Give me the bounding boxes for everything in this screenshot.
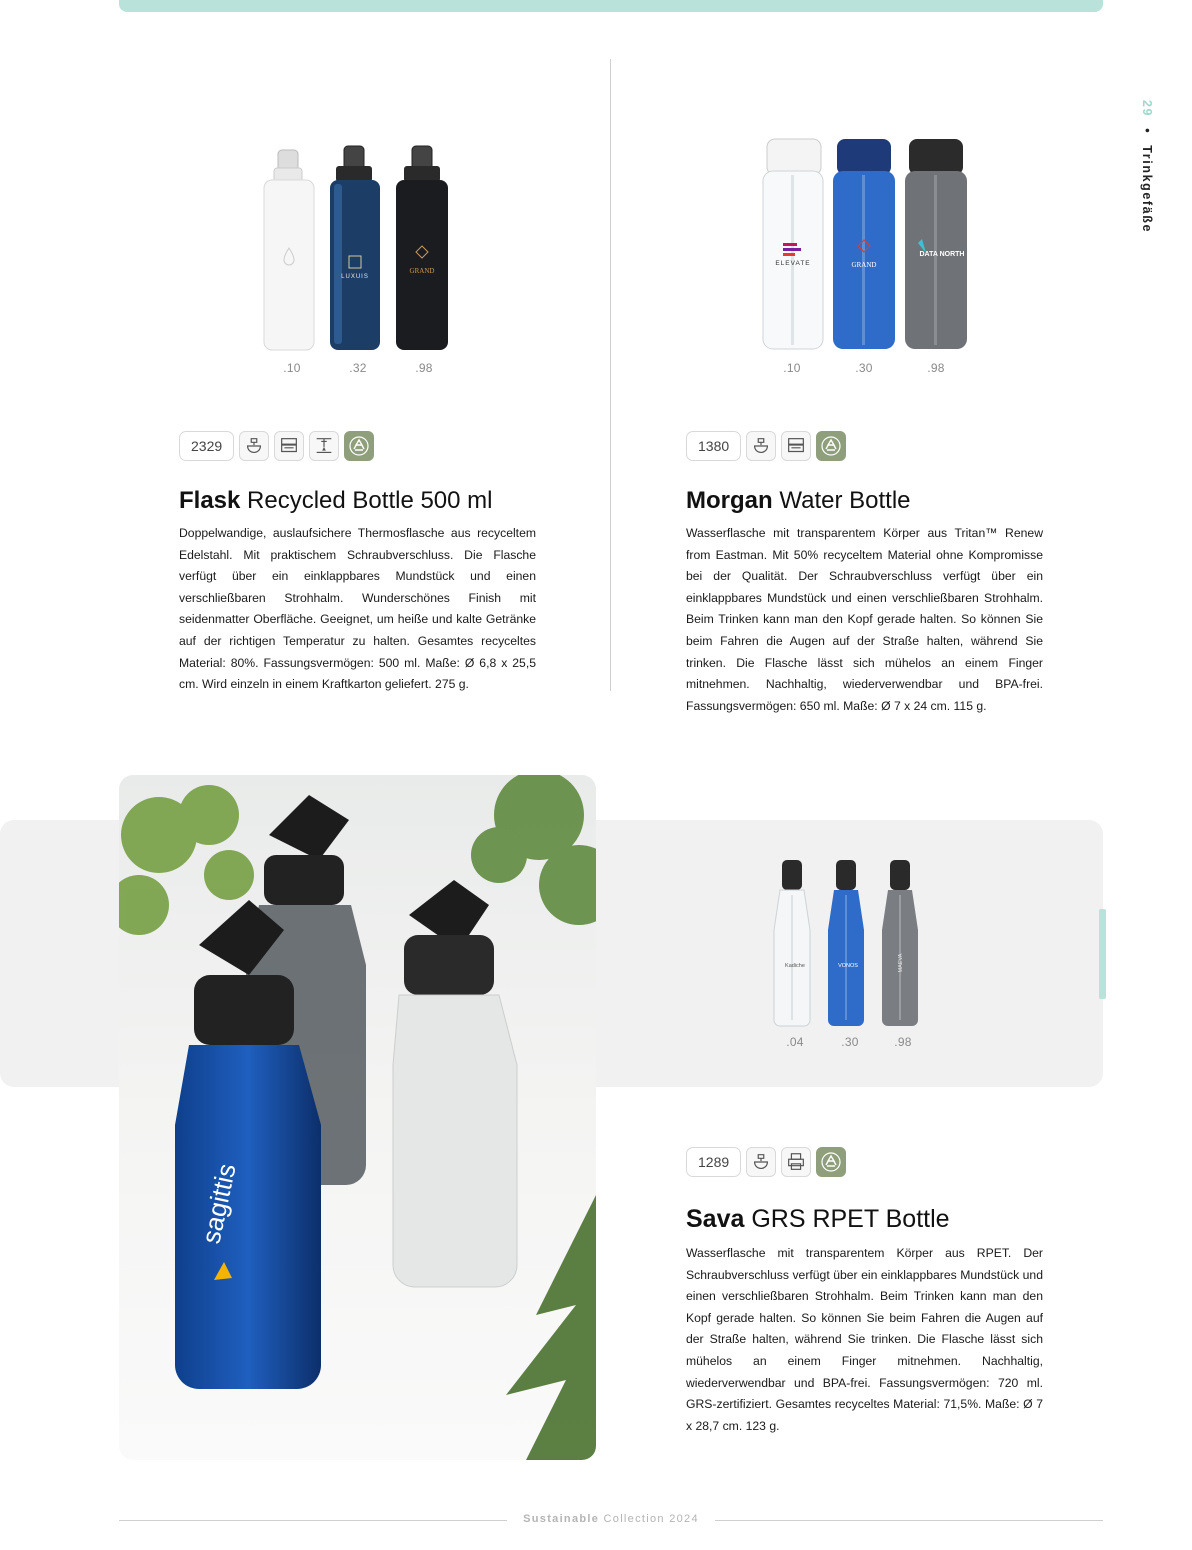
item-code: 1380	[686, 431, 741, 461]
section-title: Trinkgefäße	[1140, 145, 1154, 234]
morgan-product-image	[755, 135, 975, 355]
morgan-clear-logo: ELEVATE	[775, 260, 811, 267]
flask-bottle-black	[396, 146, 448, 350]
morgan-badge-row	[686, 430, 846, 462]
product-name-bold: Morgan	[686, 487, 773, 514]
item-code: 2329	[179, 431, 234, 461]
print-pad-icon	[239, 431, 269, 461]
footer-rule-right	[715, 1520, 1103, 1521]
product-name-bold: Flask	[179, 487, 241, 514]
variant-code: .30	[855, 361, 873, 375]
flask-bottle-white	[264, 150, 314, 350]
flask-description: Doppelwandige, auslaufsichere Thermosflasche aus recyceltem Edelstahl. Mit praktischem Schraubverschluss. Die Flasche verfügt über ein einklappbares Mundstück und einen verschließbaren Strohhalm. Wunderschönes Finish mit seidenmatter Oberfläche. Geeignet, um heiße und kalte Getränke auf der richtigen Temperatur zu halten. Gesamtes recyceltes Material: 80%. Fassungsvermögen: 500 ml. Maße: Ø 6,8 x 25,5 cm. Wird einzeln in einem Kraftkarton geliefert. 275 g.	[179, 526, 536, 692]
sava-bottle-blue	[828, 860, 864, 1026]
variant-code: .30	[841, 1035, 859, 1049]
flask-blue-logo: LUXUIS	[341, 274, 369, 280]
variant-code: .04	[786, 1035, 804, 1049]
footer-rest: Collection 2024	[603, 1513, 699, 1525]
print-pad-icon	[746, 431, 776, 461]
product-name-bold: Sava	[686, 1205, 745, 1233]
variant-code: .98	[927, 361, 945, 375]
side-label-bullet: •	[1140, 128, 1154, 135]
side-accent-tab	[1099, 909, 1106, 999]
flask-title	[179, 487, 493, 515]
variant-code: .32	[349, 361, 367, 375]
engraving-icon	[309, 431, 339, 461]
sava-description: Wasserflasche mit transparentem Körper aus RPET. Der Schraubverschluss verfügt über ein einklappbares Mundstück und einen verschließbaren Strohhalm. Beim Trinken kann man den Kopf gerade halten. So können Sie beim Fahren die Augen auf der Straße halten, während Sie trinken. Die Flasche lässt sich mühelos an einem Finger mitnehmen. Nachhaltig, wiederverwendbar und BPA-frei. Fassungsvermögen: 720 ml. GRS-zertifiziert. Gesamtes recyceltes Material: 71,5%. Maße: Ø 7 x 28,7 cm. 123 g.	[686, 1246, 1043, 1433]
sava-bottle-grey	[882, 860, 918, 1026]
variant-code: .10	[283, 361, 301, 375]
flask-badge-row	[179, 430, 374, 462]
sava-product-image	[770, 855, 930, 1030]
variant-code: .10	[783, 361, 801, 375]
print-pad-icon	[746, 1147, 776, 1177]
footer-bold: Sustainable	[523, 1513, 600, 1525]
page-number: 29	[1140, 100, 1154, 118]
morgan-blue-logo: GRAND	[851, 261, 877, 269]
morgan-bottle-clear	[763, 139, 823, 349]
item-code: 1289	[686, 1147, 741, 1177]
sava-blue-logo: VONOS	[838, 963, 858, 969]
morgan-grey-logo: DATA NORTH	[919, 251, 965, 258]
top-accent-bar	[119, 0, 1103, 12]
product-name-rest: GRS RPET Bottle	[744, 1205, 950, 1233]
recycle-icon	[816, 1147, 846, 1177]
sava-clear-logo: Kadiche	[785, 963, 805, 969]
footer-rule-left	[119, 1520, 507, 1521]
morgan-bottle-blue	[833, 139, 895, 349]
flask-black-logo: GRAND	[409, 267, 435, 275]
footer-caption	[507, 1513, 715, 1525]
flask-product-image	[250, 140, 460, 360]
print-area-icon	[781, 431, 811, 461]
sava-bottle-clear	[774, 860, 810, 1026]
page-side-label	[1132, 100, 1162, 260]
morgan-title	[686, 487, 911, 515]
recycle-icon	[344, 431, 374, 461]
morgan-description: Wasserflasche mit transparentem Körper aus Tritan™ Renew from Eastman. Mit 50% recyceltem Material ohne Kompromisse bei der Qualität. Der Schraubverschluss verfügt über ein einklappbares Mundstück und einen verschließbaren Strohhalm. Beim Trinken kann man den Kopf gerade halten. So können Sie beim Fahren die Augen auf der Straße halten, während Sie trinken. Die Flasche lässt sich mühelos an einem Finger mitnehmen. Nachhaltig, wiederverwendbar und BPA-frei. Fassungsvermögen: 650 ml. Maße: Ø 7 x 24 cm. 115 g.	[686, 526, 1043, 713]
print-area-icon	[274, 431, 304, 461]
sava-title	[686, 1205, 950, 1234]
morgan-bottle-grey	[905, 139, 967, 349]
sava-badge-row	[686, 1146, 846, 1178]
sava-lifestyle-photo	[119, 775, 596, 1460]
photo-bottle-logo: sagittis	[195, 1160, 242, 1247]
variant-code: .98	[415, 361, 433, 375]
sava-grey-logo: MAEVA	[898, 953, 904, 973]
flask-bottle-blue	[330, 146, 380, 350]
recycle-icon	[816, 431, 846, 461]
transfer-print-icon	[781, 1147, 811, 1177]
product-name-rest: Water Bottle	[772, 487, 911, 514]
product-name-rest: Recycled Bottle 500 ml	[240, 487, 493, 514]
variant-code: .98	[894, 1035, 912, 1049]
column-divider	[610, 59, 611, 691]
